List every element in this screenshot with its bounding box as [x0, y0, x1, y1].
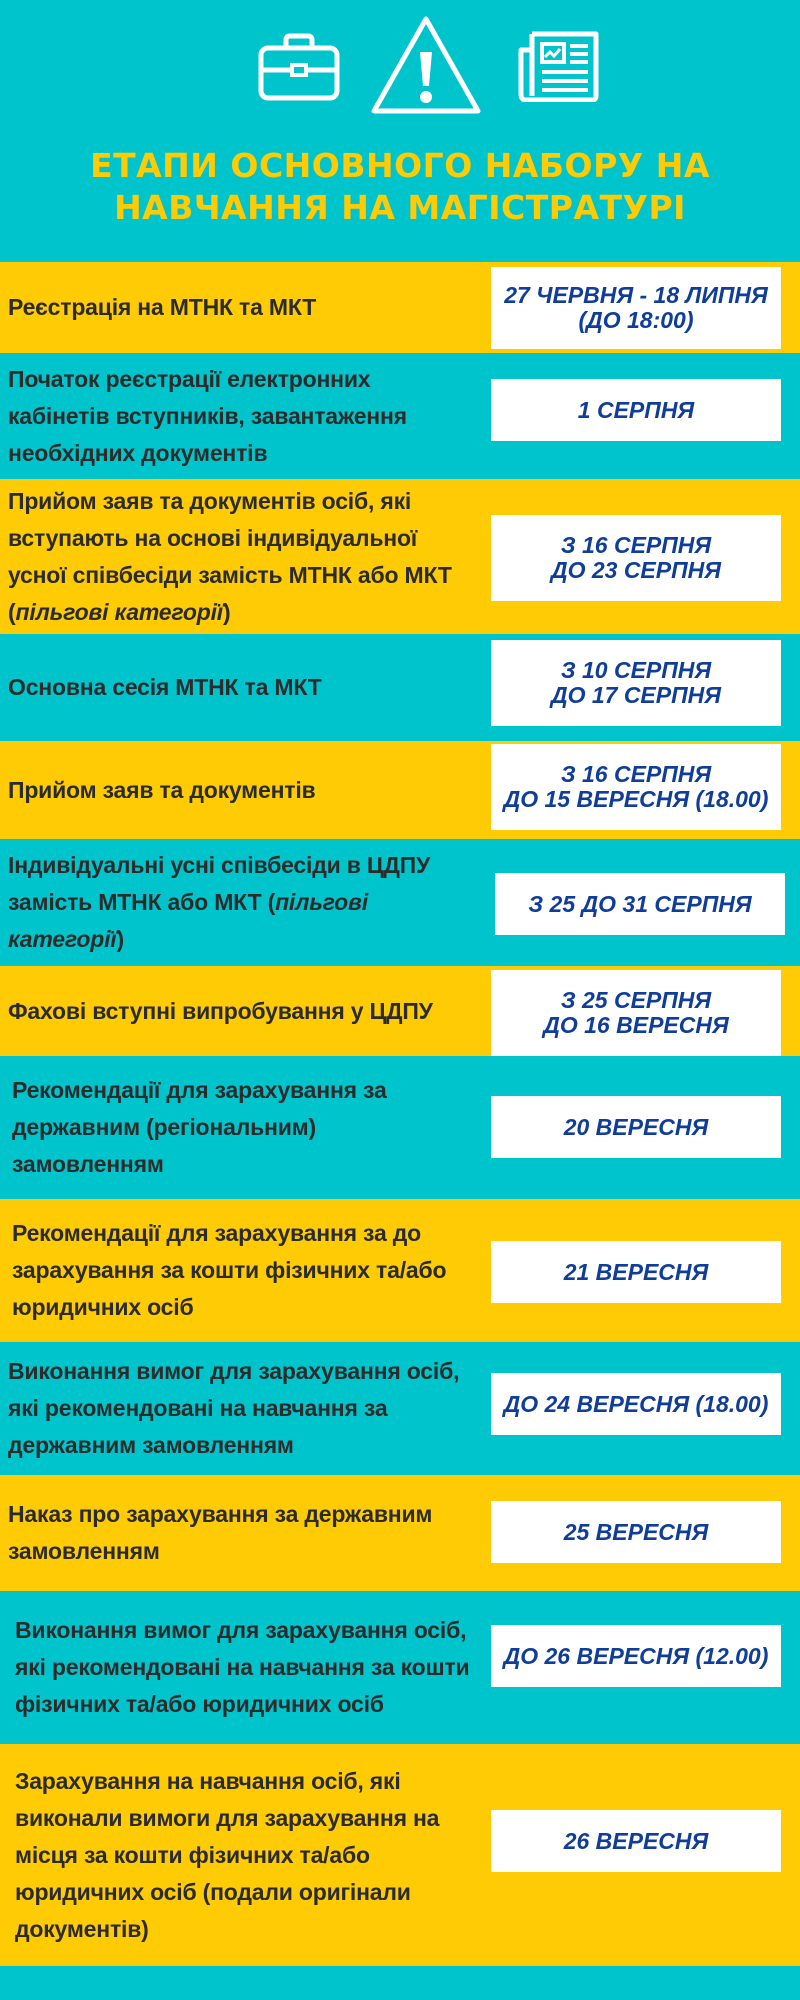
stage-label: Наказ про зарахування за державним замовленням: [8, 1501, 433, 1564]
header-icons: [0, 12, 800, 122]
stage-date: ДО 26 ВЕРЕСНЯ (12.00): [491, 1625, 781, 1687]
header: [0, 0, 800, 262]
stage-label: Прийом заяв та документів осіб, які вступають на основі індивідуальної усної співбесіди замість МТНК або МКТ (пільгові категорії): [8, 487, 452, 625]
stage-date: 27 ЧЕРВНЯ - 18 ЛИПНЯ (ДО 18:00): [491, 267, 781, 349]
stage-date: З 16 СЕРПНЯ ДО 23 СЕРПНЯ: [491, 515, 781, 601]
stage-date: 20 ВЕРЕСНЯ: [491, 1096, 781, 1158]
stage-label: Прийом заяв та документів: [8, 776, 316, 803]
briefcase-icon: [258, 32, 340, 102]
stage-label: Зарахування на навчання осіб, які виконали вимоги для зарахування на місця за кошти фізичних та/або юридичних осіб (подали оригінали документів): [15, 1767, 440, 1942]
stage-date: З 16 СЕРПНЯ ДО 15 ВЕРЕСНЯ (18.00): [491, 744, 781, 830]
stage-date: 26 ВЕРЕСНЯ: [491, 1810, 781, 1872]
stage-date: 25 ВЕРЕСНЯ: [491, 1501, 781, 1563]
stage-date: З 25 ДО 31 СЕРПНЯ: [495, 873, 785, 935]
stage-date: 21 ВЕРЕСНЯ: [491, 1241, 781, 1303]
stage-label: Виконання вимог для зарахування осіб, які рекомендовані на навчання за державним замовленням: [8, 1358, 460, 1458]
schedule-row: [0, 1199, 800, 1342]
schedule-row: [0, 1744, 800, 1966]
stage-label: Початок реєстрації електронних кабінетів вступників, завантаження необхідних документів: [8, 365, 407, 466]
stage-label: Рекомендації для зарахування за до зарахування за кошти фізичних та/або юридичних осіб: [12, 1220, 447, 1320]
schedule-row: [0, 1475, 800, 1591]
stage-date: З 10 СЕРПНЯ ДО 17 СЕРПНЯ: [491, 640, 781, 726]
schedule-row: [0, 839, 800, 966]
schedule-row: [0, 634, 800, 741]
schedule-row: [0, 1591, 800, 1744]
schedule-row: [0, 353, 800, 479]
page-title-line-1: ЕТАПИ ОСНОВНОГО НАБОРУ НА: [90, 146, 710, 185]
warning-icon: [370, 14, 482, 116]
stage-label: Індивідуальні усні співбесіди в ЦДПУ замість МТНК або МКТ (пільгові категорії): [8, 852, 431, 952]
schedule-row: [0, 741, 800, 839]
stage-date: 1 СЕРПНЯ: [491, 379, 781, 441]
page-title-line-2: НАВЧАННЯ НА МАГІСТРАТУРІ: [114, 188, 686, 227]
stage-label: Рекомендації для зарахування за державним (регіональним) замовленням: [12, 1077, 387, 1177]
page-title: [60, 145, 740, 229]
schedule-row: [0, 479, 800, 634]
schedule-row: [0, 966, 800, 1056]
schedule-row: [0, 1056, 800, 1199]
stage-label: Фахові вступні випробування у ЦДПУ: [8, 997, 433, 1024]
stage-date: ДО 24 ВЕРЕСНЯ (18.00): [491, 1373, 781, 1435]
schedule-row: [0, 262, 800, 353]
stage-date: З 25 СЕРПНЯ ДО 16 ВЕРЕСНЯ: [491, 970, 781, 1056]
newspaper-icon: [518, 30, 600, 102]
stage-label: Виконання вимог для зарахування осіб, які рекомендовані на навчання за кошти фізичних та/або юридичних осіб: [15, 1617, 470, 1717]
stage-label: Основна сесія МТНК та МКТ: [8, 674, 322, 700]
schedule-row: [0, 1342, 800, 1475]
stage-label: Реєстрація на МТНК та МКТ: [8, 294, 317, 320]
